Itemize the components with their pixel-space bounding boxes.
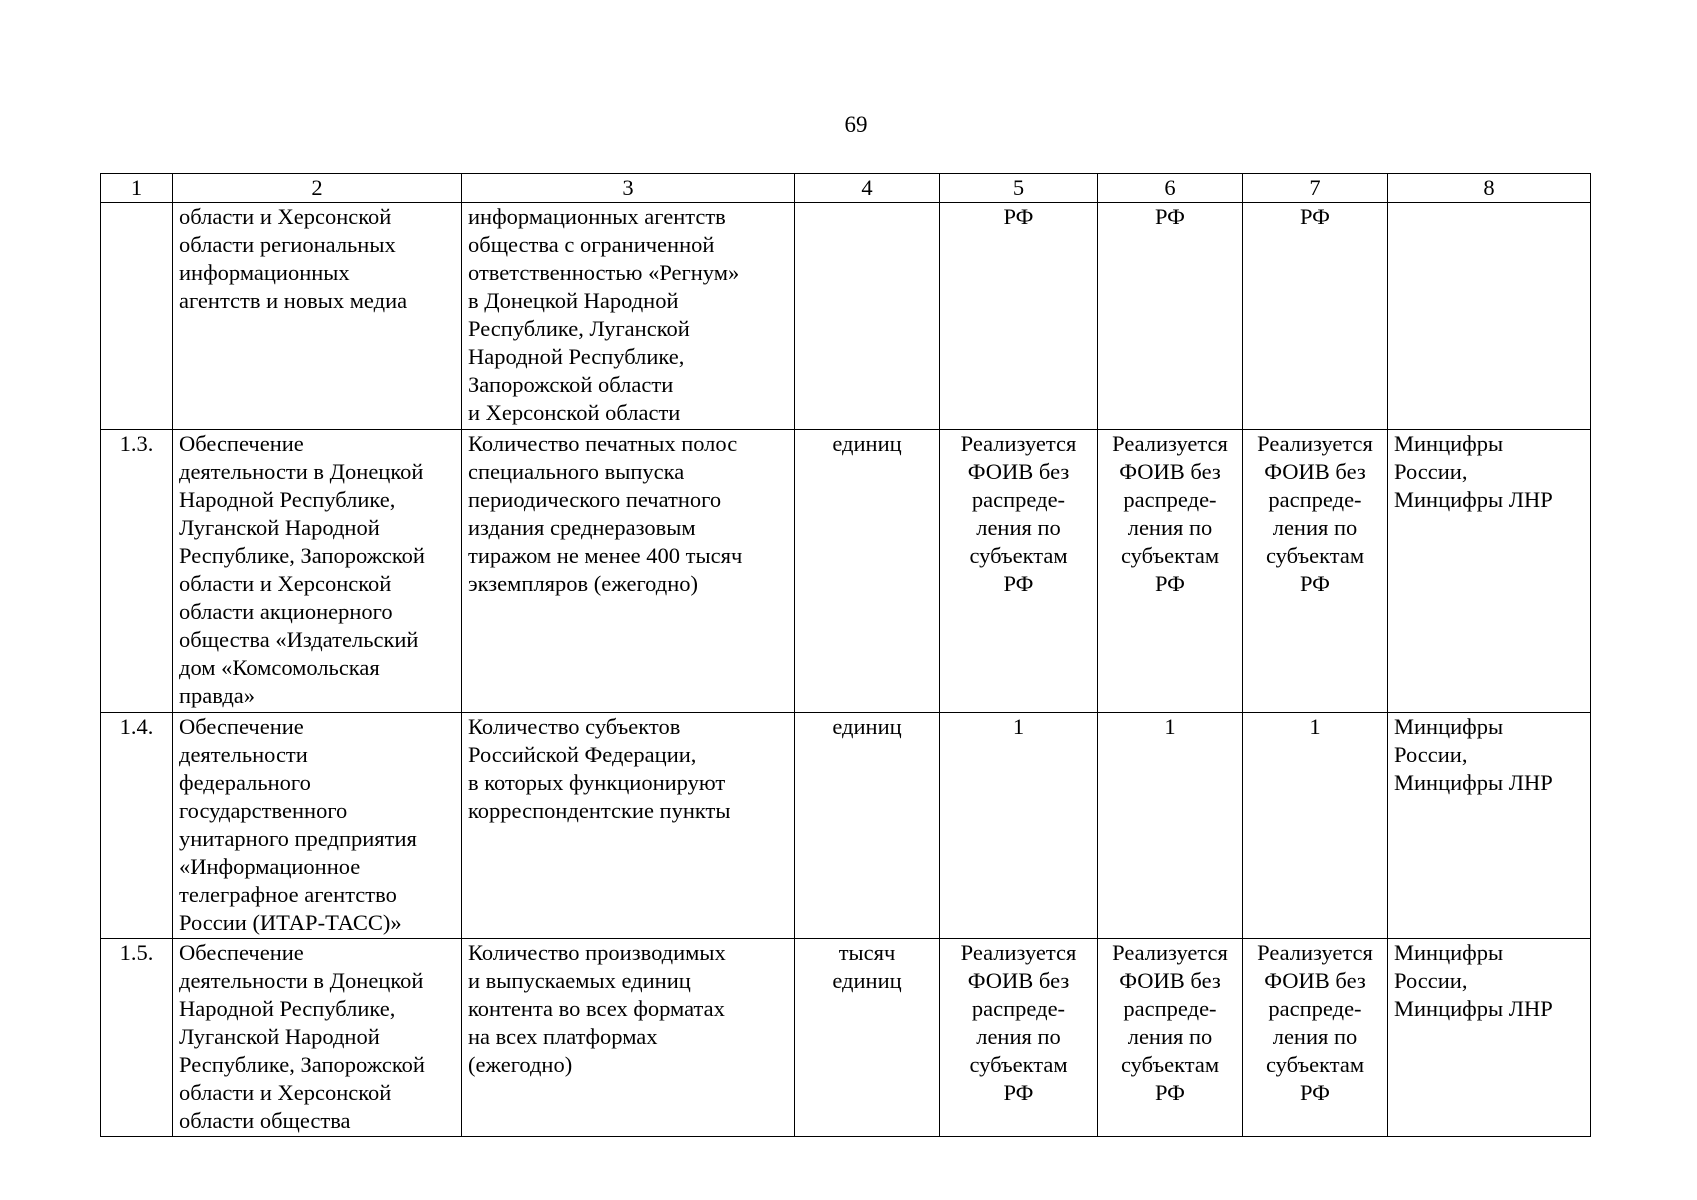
value-cell-col7: 1 [1243,713,1388,939]
value-cell-col5: РФ [940,203,1098,430]
column-header: 6 [1098,174,1243,203]
value-cell-col7: РФ [1243,203,1388,430]
indicator-cell: Количество субъектов Российской Федерации, в которых функционируют корреспондентские пункты [462,713,795,939]
activity-cell: Обеспечение деятельности в Донецкой Народной Республике, Луганской Народной Республике, Запорожской области и Херсонской области акционерного общества «Издательский дом «Комсомольская правда» [173,430,462,713]
column-header: 1 [101,174,173,203]
column-header: 5 [940,174,1098,203]
column-header: 7 [1243,174,1388,203]
value-cell-col6: Реализуется ФОИВ без распреде- ления по субъектам РФ [1098,430,1243,713]
table-row [101,713,1591,939]
activity-cell: Обеспечение деятельности в Донецкой Народной Республике, Луганской Народной Республике, Запорожской области и Херсонской области общества [173,939,462,1137]
value-cell-col5: 1 [940,713,1098,939]
row-number [101,203,173,430]
row-number: 1.5. [101,939,173,1137]
value-cell-col6: Реализуется ФОИВ без распреде- ления по субъектам РФ [1098,939,1243,1137]
responsible-cell [1388,203,1591,430]
responsible-cell: Минцифры России, Минцифры ЛНР [1388,939,1591,1137]
indicator-cell: Количество печатных полос специального выпуска периодического печатного издания среднеразовым тиражом не менее 400 тысяч экземпляров (ежегодно) [462,430,795,713]
unit-cell: единиц [795,713,940,939]
unit-cell [795,203,940,430]
activity-cell: области и Херсонской области региональных информационных агентств и новых медиа [173,203,462,430]
column-header: 8 [1388,174,1591,203]
value-cell-col7: Реализуется ФОИВ без распреде- ления по субъектам РФ [1243,430,1388,713]
row-number: 1.3. [101,430,173,713]
responsible-cell: Минцифры России, Минцифры ЛНР [1388,713,1591,939]
responsible-cell: Минцифры России, Минцифры ЛНР [1388,430,1591,713]
indicator-cell: информационных агентств общества с ограниченной ответственностью «Регнум» в Донецкой Народной Республике, Луганской Народной Республике, Запорожской области и Херсонской области [462,203,795,430]
activity-cell: Обеспечение деятельности федерального государственного унитарного предприятия «Информационное телеграфное агентство России (ИТАР-ТАСС)» [173,713,462,939]
value-cell-col7: Реализуется ФОИВ без распреде- ления по субъектам РФ [1243,939,1388,1137]
indicator-cell: Количество производимых и выпускаемых единиц контента во всех форматах на всех платформах (ежегодно) [462,939,795,1137]
page-number: 69 [844,112,868,137]
column-header: 2 [173,174,462,203]
table-row [101,203,1591,430]
value-cell-col5: Реализуется ФОИВ без распреде- ления по субъектам РФ [940,430,1098,713]
value-cell-col6: 1 [1098,713,1243,939]
column-header: 4 [795,174,940,203]
table-row [101,939,1591,1137]
value-cell-col6: РФ [1098,203,1243,430]
value-cell-col5: Реализуется ФОИВ без распреде- ления по субъектам РФ [940,939,1098,1137]
column-header: 3 [462,174,795,203]
table-header-row [101,174,1591,203]
row-number: 1.4. [101,713,173,939]
unit-cell: тысяч единиц [795,939,940,1137]
table-row [101,430,1591,713]
document-table [100,173,1591,1137]
unit-cell: единиц [795,430,940,713]
